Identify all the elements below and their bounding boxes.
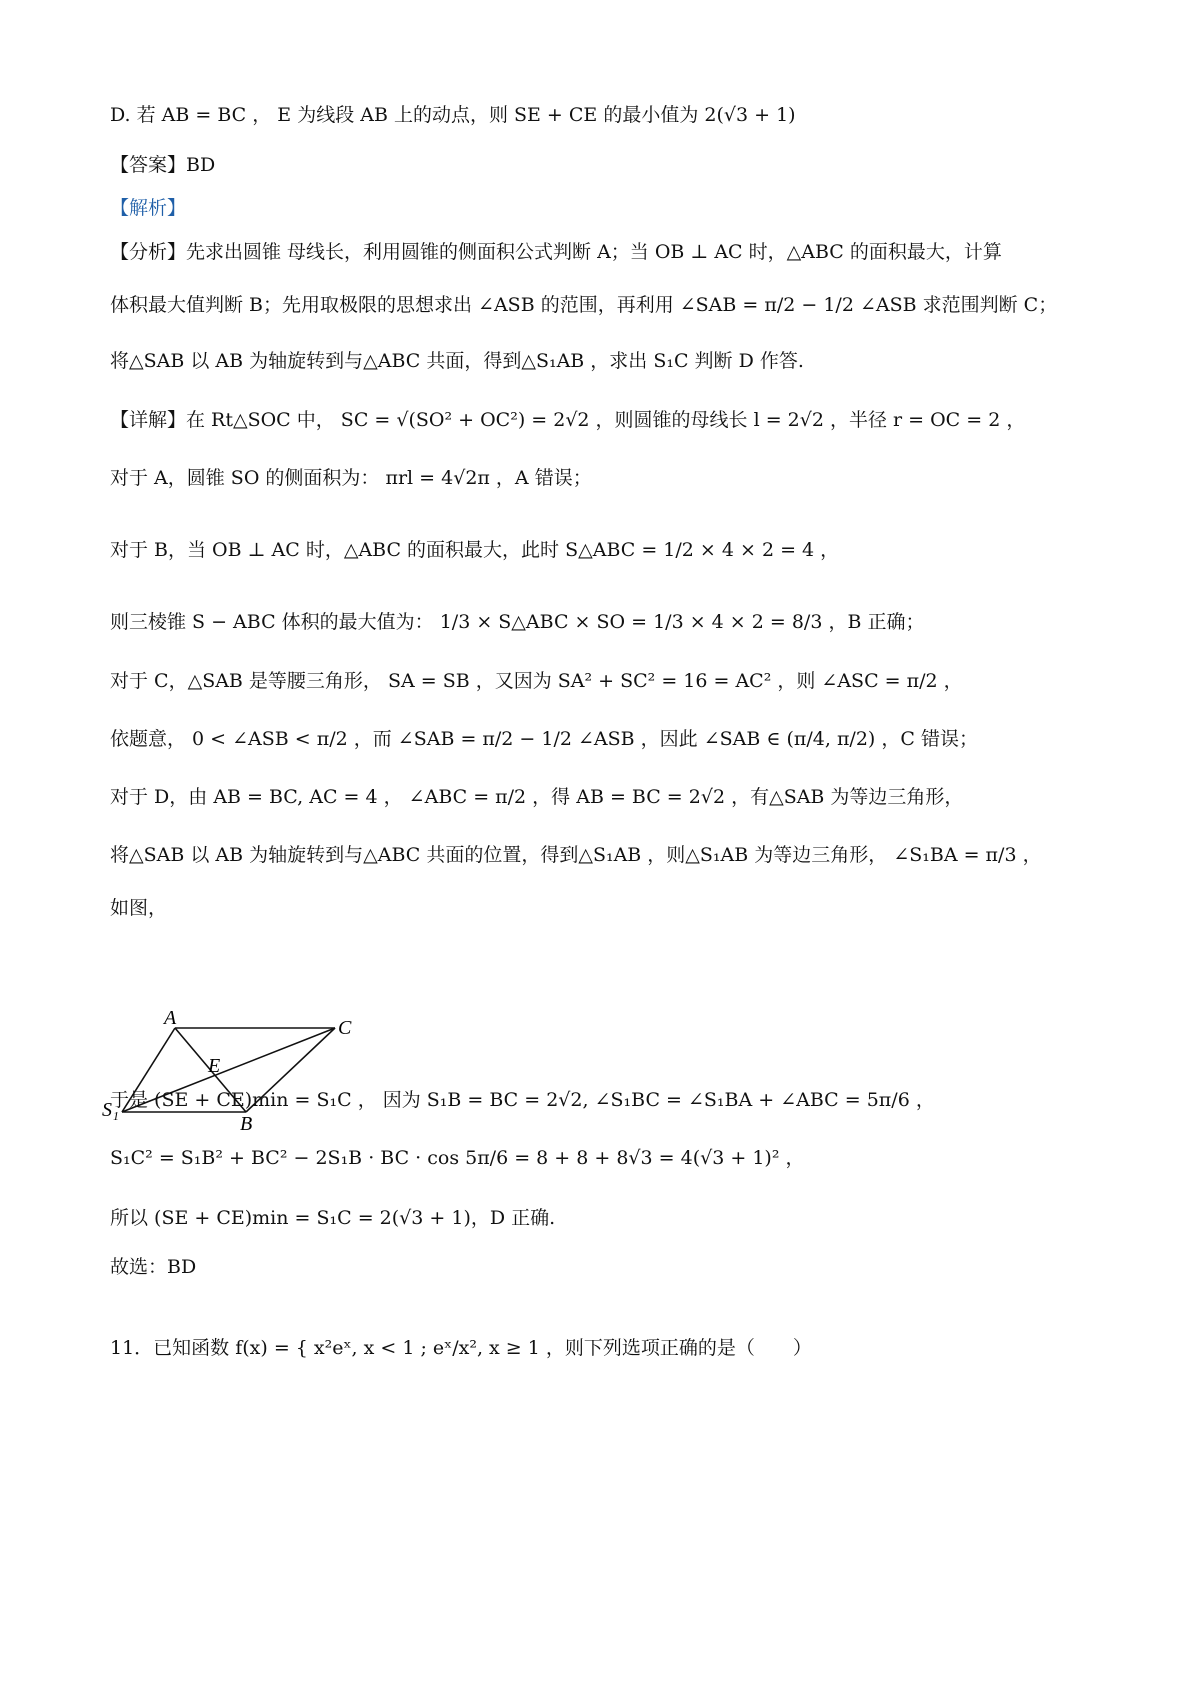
analysis-line-3: 将△SAB 以 AB 为轴旋转到与△ABC 共面，得到△S₁AB ，求出 S₁C 判断 D 作答.	[110, 350, 804, 372]
detail-line-7: 对于 D，由 AB = BC, AC = 4 ， ∠ABC = π/2 ，得 AB = BC = 2√2 ，有△SAB 为等边三角形，	[110, 786, 964, 808]
label-e: E	[208, 1055, 221, 1077]
detail-line-11: S₁C² = S₁B² + BC² − 2S₁B · BC · cos 5π/6 = 8 + 8 + 8√3 = 4(√3 + 1)² ，	[110, 1147, 805, 1169]
analysis-line-2: 体积最大值判断 B；先用取极限的思想求出 ∠ASB 的范围，再利用 ∠SAB = π/2 − 1/2 ∠ASB 求范围判断 C；	[110, 294, 1058, 316]
label-a: A	[164, 1010, 177, 1029]
detail-line-3: 对于 B，当 OB ⊥ AC 时，△ABC 的面积最大，此时 S△ABC = 1/2 × 4 × 2 = 4 ，	[110, 539, 840, 561]
answer-line: 【答案】BD	[110, 154, 216, 176]
detail-line-8: 将△SAB 以 AB 为轴旋转到与△ABC 共面的位置，得到△S₁AB ，则△S₁AB 为等边三角形， ∠S₁BA = π/3 ，	[110, 844, 1042, 866]
detail-line-9: 如图，	[110, 897, 168, 919]
detail-line-1: 【详解】在 Rt△SOC 中， SC = √(SO² + OC²) = 2√2 ，则圆锥的母线长 l = 2√2 ，半径 r = OC = 2 ，	[110, 409, 1026, 431]
detail-line-4: 则三棱锥 S − ABC 体积的最大值为： 1/3 × S△ABC × SO = 1/3 × 4 × 2 = 8/3 ，B 正确；	[110, 611, 925, 633]
detail-line-6: 依题意， 0 < ∠ASB < π/2 ，而 ∠SAB = π/2 − 1/2 ∠ASB ，因此 ∠SAB ∈ (π/4, π/2) ，C 错误；	[110, 728, 978, 750]
label-b: B	[240, 1113, 253, 1130]
label-s1: S₁	[102, 1099, 119, 1121]
option-d: D. 若 AB = BC ， E 为线段 AB 上的动点，则 SE + CE 的最小值为 2(√3 + 1)	[110, 104, 796, 126]
question-11: 11．已知函数 f(x) = { x²eˣ, x < 1 ; eˣ/x², x ≥ 1 ，则下列选项正确的是（ ）	[110, 1337, 812, 1359]
detail-line-2: 对于 A，圆锥 SO 的侧面积为： πrl = 4√2π ，A 错误；	[110, 467, 592, 489]
label-c: C	[338, 1017, 352, 1039]
analysis-heading: 【解析】	[110, 197, 187, 219]
choice-line: 故选：BD	[110, 1256, 197, 1278]
detail-line-10: 于是 (SE + CE)min = S₁C ， 因为 S₁B = BC = 2√2, ∠S₁BC = ∠S₁BA + ∠ABC = 5π/6 ，	[110, 1089, 935, 1111]
detail-line-5: 对于 C，△SAB 是等腰三角形， SA = SB ，又因为 SA² + SC² = 16 = AC² ，则 ∠ASC = π/2 ，	[110, 670, 963, 692]
detail-line-12: 所以 (SE + CE)min = S₁C = 2(√3 + 1)，D 正确.	[110, 1207, 556, 1229]
analysis-line-1: 【分析】先求出圆锥 母线长，利用圆锥的侧面积公式判断 A；当 OB ⊥ AC 时，△ABC 的面积最大，计算	[110, 241, 1002, 263]
